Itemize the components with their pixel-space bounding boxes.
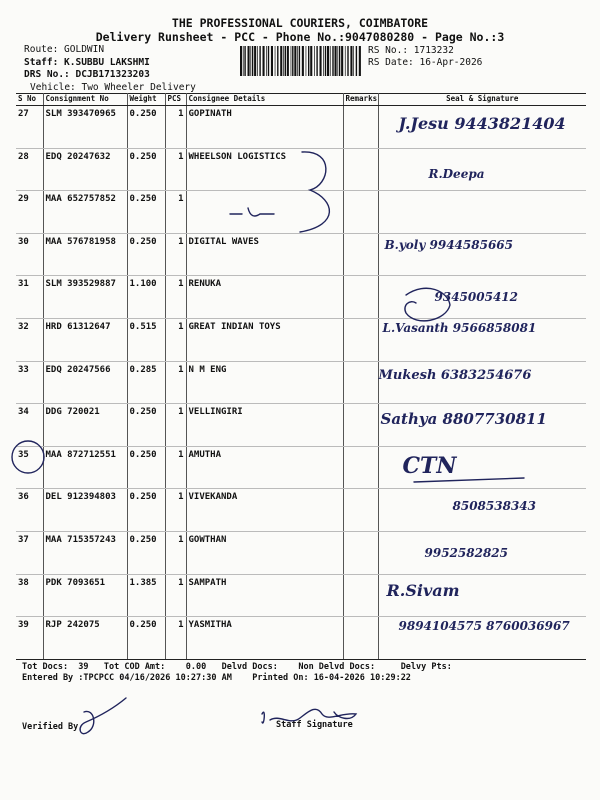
summary-footer (22, 662, 452, 684)
remarks-cell (343, 233, 378, 276)
handwritten-signature: 8508538343 (452, 499, 536, 514)
rs-number: RS No.: 1713232 (368, 45, 454, 56)
verified-by-label: Verified By (22, 722, 79, 732)
consignment-cell: MAA 576781958 (43, 233, 127, 276)
table-row (16, 106, 586, 149)
consignment-cell: SLM 393470965 (43, 106, 127, 149)
weight-cell: 0.250 (127, 617, 165, 660)
sno-cell: 35 (16, 446, 43, 489)
col-pcs-header: PCS (165, 94, 186, 106)
table-header-row (16, 94, 586, 106)
consignment-cell: RJP 242075 (43, 617, 127, 660)
pcs-cell: 1 (165, 446, 186, 489)
remarks-cell (343, 106, 378, 149)
runsheet-table (16, 93, 586, 660)
consignee-cell: DIGITAL WAVES (186, 233, 343, 276)
handwritten-signature: CTN (402, 452, 457, 479)
consignment-cell: EDQ 20247566 (43, 361, 127, 404)
sno-cell: 32 (16, 318, 43, 361)
consignment-cell: HRD 61312647 (43, 318, 127, 361)
weight-cell: 0.250 (127, 489, 165, 532)
handwritten-signature: Sathya 8807730811 (380, 410, 547, 429)
weight-cell: 1.385 (127, 574, 165, 617)
consignee-cell: VIVEKANDA (186, 489, 343, 532)
weight-cell: 0.250 (127, 531, 165, 574)
sno-cell: 37 (16, 531, 43, 574)
table-row (16, 148, 586, 191)
remarks-cell (343, 191, 378, 234)
consignee-cell: GREAT INDIAN TOYS (186, 318, 343, 361)
rs-date: RS Date: 16-Apr-2026 (368, 57, 483, 68)
col-signature-header: Seal & Signature (378, 94, 586, 106)
company-name: THE PROFESSIONAL COURIERS, COIMBATORE (171, 16, 429, 30)
col-weight-header: Weight (127, 94, 165, 106)
table-row (16, 233, 586, 276)
pcs-cell: 1 (165, 106, 186, 149)
remarks-cell (343, 148, 378, 191)
handwritten-signature: R.Deepa (428, 166, 485, 181)
sno-cell: 27 (16, 106, 43, 149)
pcs-cell: 1 (165, 191, 186, 234)
consignment-cell: MAA 715357243 (43, 531, 127, 574)
weight-cell: 0.515 (127, 318, 165, 361)
handwritten-signature: R.Sivam (386, 580, 460, 600)
weight-cell: 0.250 (127, 191, 165, 234)
sno-cell: 29 (16, 191, 43, 234)
consignee-cell: AMUTHA (186, 446, 343, 489)
consignee-cell: YASMITHA (186, 617, 343, 660)
signature-cell (378, 106, 586, 149)
handwritten-signature: 9894104575 8760036967 (398, 619, 570, 634)
signature-cell (378, 617, 586, 660)
sno-cell: 36 (16, 489, 43, 532)
table-row (16, 318, 586, 361)
remarks-cell (343, 446, 378, 489)
table-row (16, 574, 586, 617)
consignee-cell: RENUKA (186, 276, 343, 319)
consignee-cell: VELLINGIRI (186, 404, 343, 447)
pcs-cell: 1 (165, 276, 186, 319)
barcode-image (240, 46, 364, 76)
totals-line: Tot Docs: 39 Tot COD Amt: 0.00 Delvd Docs: Non Delvd Docs: Delvy Pts: (22, 662, 452, 672)
col-sno-header: S No (16, 94, 43, 106)
table-row (16, 276, 586, 319)
consignment-cell: EDQ 20247632 (43, 148, 127, 191)
sno-cell: 28 (16, 148, 43, 191)
signature-cell (378, 574, 586, 617)
remarks-cell (343, 574, 378, 617)
table-row (16, 361, 586, 404)
consignee-cell: SAMPATH (186, 574, 343, 617)
weight-cell: 0.250 (127, 148, 165, 191)
weight-cell: 0.250 (127, 106, 165, 149)
pcs-cell: 1 (165, 489, 186, 532)
consignment-cell: MAA 652757852 (43, 191, 127, 234)
remarks-cell (343, 404, 378, 447)
col-consignment-header: Consignment No (43, 94, 127, 106)
consignment-cell: MAA 872712551 (43, 446, 127, 489)
staff-signature-label: Staff Signature (276, 720, 353, 730)
runsheet-title (0, 16, 600, 44)
pcs-cell: 1 (165, 148, 186, 191)
signature-cell (378, 489, 586, 532)
pcs-cell: 1 (165, 574, 186, 617)
table-row (16, 191, 586, 234)
col-remarks-header: Remarks (343, 94, 378, 106)
sno-cell: 30 (16, 233, 43, 276)
table-row (16, 446, 586, 489)
table-row (16, 404, 586, 447)
weight-cell: 0.250 (127, 233, 165, 276)
table-row (16, 531, 586, 574)
sno-cell: 38 (16, 574, 43, 617)
consignee-cell: GOPINATH (186, 106, 343, 149)
consignee-cell (186, 191, 343, 234)
consignment-cell: DEL 912394803 (43, 489, 127, 532)
consignment-cell: SLM 393529887 (43, 276, 127, 319)
signature-cell (378, 233, 586, 276)
remarks-cell (343, 361, 378, 404)
handwritten-signature: 9345005412 (434, 290, 518, 305)
signature-cell (378, 276, 586, 319)
signature-cell (378, 148, 586, 191)
handwritten-signature: B.yoly 9944585665 (384, 237, 514, 252)
sno-cell: 34 (16, 404, 43, 447)
weight-cell: 0.250 (127, 404, 165, 447)
rs-info (368, 45, 482, 69)
sno-cell: 39 (16, 617, 43, 660)
pcs-cell: 1 (165, 404, 186, 447)
remarks-cell (343, 318, 378, 361)
handwritten-signature: Mukesh 6383254676 (378, 367, 532, 383)
signature-cell (378, 404, 586, 447)
consignee-cell: WHEELSON LOGISTICS (186, 148, 343, 191)
remarks-cell (343, 276, 378, 319)
consignment-cell: DDG 720021 (43, 404, 127, 447)
table-row (16, 489, 586, 532)
handwritten-signature: L.Vasanth 9566858081 (382, 320, 537, 335)
route-label: Route: GOLDWIN (24, 44, 105, 55)
entered-line: Entered By :TPCPCC 04/16/2026 10:27:30 AM Printed On: 16-04-2026 10:29:22 (22, 673, 411, 683)
pcs-cell: 1 (165, 361, 186, 404)
staff-label: Staff: K.SUBBU LAKSHMI (24, 56, 150, 68)
pcs-cell: 1 (165, 233, 186, 276)
sno-cell: 31 (16, 276, 43, 319)
remarks-cell (343, 489, 378, 532)
table-row (16, 617, 586, 660)
vehicle-label: Vehicle: Two Wheeler Delivery (30, 81, 196, 93)
signature-cell (378, 446, 586, 489)
sno-cell: 33 (16, 361, 43, 404)
handwritten-signature: J.Jesu 9443821404 (398, 114, 566, 133)
col-consignee-header: Consignee Details (186, 94, 343, 106)
signature-cell (378, 361, 586, 404)
pcs-cell: 1 (165, 318, 186, 361)
pcs-cell: 1 (165, 617, 186, 660)
consignment-cell: PDK 7093651 (43, 574, 127, 617)
signature-cell (378, 318, 586, 361)
weight-cell: 0.285 (127, 361, 165, 404)
runsheet-subtitle: Delivery Runsheet - PCC - Phone No.:9047080280 - Page No.:3 (95, 30, 505, 44)
handwritten-signature: 9952582825 (424, 545, 508, 560)
verified-sig-scribble (80, 698, 126, 734)
route-info (24, 44, 196, 94)
remarks-cell (343, 617, 378, 660)
consignee-cell: GOWTHAN (186, 531, 343, 574)
pcs-cell: 1 (165, 531, 186, 574)
consignee-cell: N M ENG (186, 361, 343, 404)
drs-label: DRS No.: DCJB171323203 (24, 69, 150, 80)
signature-cell (378, 191, 586, 234)
weight-cell: 1.100 (127, 276, 165, 319)
weight-cell: 0.250 (127, 446, 165, 489)
remarks-cell (343, 531, 378, 574)
signature-cell (378, 531, 586, 574)
